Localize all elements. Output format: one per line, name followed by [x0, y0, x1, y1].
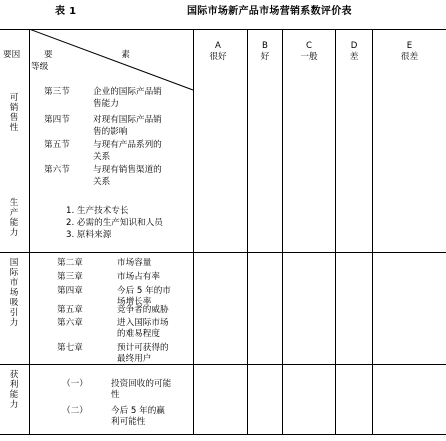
- grade-a-word: 很好: [209, 52, 227, 62]
- item-text: 市场占有率: [117, 272, 160, 282]
- section-label-marketability: 可销售性: [9, 93, 19, 133]
- section-label-attractiveness: 国际市场吸引力: [9, 258, 19, 328]
- row-divider: [0, 364, 446, 365]
- grade-c-letter: C: [305, 41, 312, 51]
- grade-a-letter: A: [215, 41, 221, 51]
- grade-c-word: 一般: [300, 52, 318, 62]
- grade-b-word: 好: [260, 52, 270, 62]
- item-text: 今后 5 年的市: [117, 286, 171, 296]
- item-text-cont: 场增长率: [117, 297, 152, 307]
- item-text: 投资回收的可能: [111, 379, 172, 389]
- item-text-cont: 最终用户: [117, 354, 152, 364]
- grade-b-letter: B: [262, 41, 268, 51]
- page-title: 国际市场新产品市场营销系数评价表: [187, 6, 352, 17]
- section-label-profitability: 获利能力: [9, 370, 19, 410]
- list-item: 1. 生产技术专长: [66, 206, 129, 216]
- grade-d-letter: D: [350, 41, 358, 51]
- grade-header: 等级: [31, 62, 49, 72]
- item-text: 竞争者的威胁: [117, 305, 169, 315]
- item-text-cont: 售能力: [93, 99, 119, 109]
- item-number: 第四节: [44, 115, 70, 125]
- item-number: 第六节: [44, 165, 70, 175]
- item-text: 对现有国际产品销: [93, 115, 162, 125]
- item-text-cont: 的难易程度: [117, 329, 160, 339]
- item-number: 第三章: [57, 272, 83, 282]
- column-divider: [247, 29, 248, 434]
- item-number: 第六章: [57, 318, 83, 328]
- item-text-cont: 售的影响: [93, 127, 128, 137]
- item-text-cont: 关系: [93, 152, 111, 162]
- item-number: （二）: [62, 406, 88, 416]
- factors-header: 要因: [3, 50, 21, 60]
- column-divider: [335, 29, 336, 434]
- item-text: 市场容量: [117, 258, 152, 268]
- elements-header: 要 素: [44, 50, 130, 60]
- table-bottom-border: [0, 434, 446, 435]
- item-number: （一）: [62, 379, 88, 389]
- grade-d-word: 差: [349, 52, 359, 62]
- table-label: 表 1: [55, 6, 77, 17]
- grade-e-word: 很差: [400, 52, 419, 62]
- row-divider: [0, 252, 446, 253]
- item-text-cont: 关系: [93, 177, 111, 187]
- item-number: 第三节: [44, 87, 70, 97]
- item-number: 第五章: [57, 305, 83, 315]
- item-number: 第四章: [57, 286, 83, 296]
- item-text: 预计可获得的: [117, 343, 169, 353]
- item-text: 与现有产品系列的: [93, 140, 162, 150]
- item-text: 与现有销售渠道的: [93, 165, 162, 175]
- grade-e-letter: E: [406, 41, 413, 51]
- item-text: 今后 5 年的赢: [111, 406, 165, 416]
- list-item: 2. 必需的生产知识和人员: [66, 218, 163, 228]
- item-number: 第七章: [57, 343, 83, 353]
- item-text-cont: 性: [111, 390, 120, 400]
- item-text: 进入国际市场: [117, 318, 169, 328]
- item-text: 企业的国际产品销: [93, 87, 162, 97]
- item-number: 第二章: [57, 258, 83, 268]
- item-text-cont: 利可能性: [111, 417, 146, 427]
- list-item: 3. 原料来源: [66, 230, 112, 240]
- item-number: 第五节: [44, 140, 70, 150]
- column-divider: [372, 29, 373, 434]
- column-divider: [282, 29, 283, 434]
- section-label-production: 生产能力: [9, 198, 19, 238]
